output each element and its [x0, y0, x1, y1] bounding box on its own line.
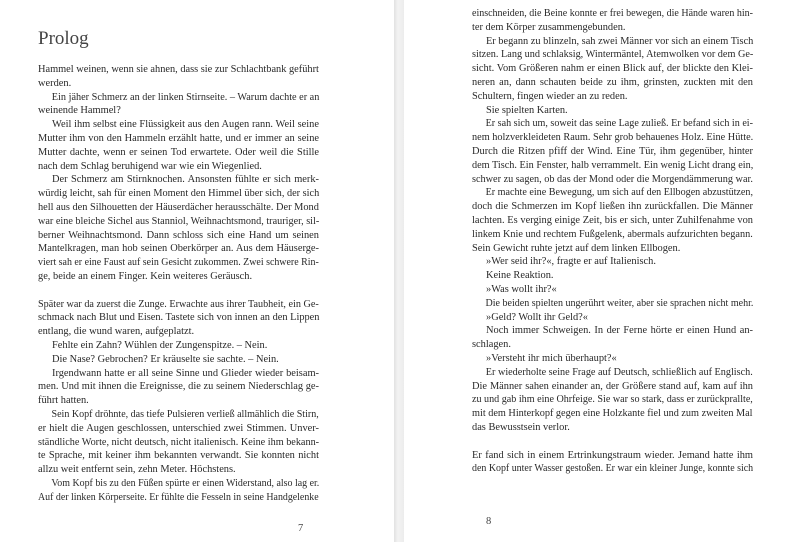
- text-line: werden.: [38, 77, 72, 89]
- blank-line: [38, 284, 319, 298]
- text-line: Irgendwann hatte er all seine Sinne und Glieder wieder beisam-: [52, 367, 319, 379]
- text-line: Weil ihm selbst eine Flüssigkeit aus den Augen rann. Weil seine: [52, 119, 319, 131]
- text-line: ter dem Körper zusammengebunden.: [472, 21, 626, 33]
- text-line: doch die Schmerzen im Kopf ließen ihn zurückfallen. Die Männer: [472, 201, 753, 213]
- right-page-text: [472, 7, 753, 476]
- text-line: »Was wollt ihr?«: [486, 283, 557, 295]
- left-page: [0, 0, 394, 542]
- text-line: Vom Kopf bis zu den Füßen spürte er einen Widerstand, also lag er.: [51, 477, 320, 489]
- text-line: hell aus den Silhouetten der Häuserdächer herausschälte. Der Mond: [38, 201, 319, 213]
- text-line: Mantelkragen, man hob seinen Oberkörper an. Aus dem Häuserge-: [38, 243, 319, 255]
- text-line: sitzen. Lang und schlaksig, Wintermäntel, Atemwolken vor dem Ge-: [472, 49, 754, 61]
- text-line: führt hatten.: [38, 395, 89, 407]
- text-line: Er fand sich in einem Ertrinkungstraum wieder. Jemand hatte ihm: [472, 449, 753, 461]
- book-gutter: [394, 0, 404, 542]
- blank-line: [472, 435, 753, 449]
- text-line: nem holzverkleideten Raum. Sehr grob behauenes Holz. Eine Hütte.: [472, 132, 754, 144]
- page-number: 7: [298, 523, 304, 534]
- text-line: »Wer seid ihr?«, fragte er auf Italienisch.: [486, 256, 656, 268]
- text-line: Mutter ihm von den Hammeln erzählt hatte, und er immer an seine: [38, 132, 319, 144]
- text-line: Keine Reaktion.: [486, 270, 554, 282]
- text-line: war eine bleiche Sichel aus Stanniol, Weihnachtsmond, trauriger, sil-: [38, 215, 320, 227]
- text-line: sicht. Vom Größeren nahm er einen Blick auf, der blickte den Klei-: [472, 63, 753, 75]
- text-line: Die beiden spielten ungerührt weiter, aber sie sprachen nicht mehr.: [485, 297, 754, 309]
- text-line: schwer zu sagen, ob das der Mond oder die Morgendämmerung war.: [472, 173, 753, 185]
- text-line: Schultern, fingen wieder an zu reden.: [472, 90, 628, 102]
- text-line: Durch die Ritzen pfiff der Wind. Eine Tür, ihm gegenüber, hinter: [472, 145, 753, 157]
- text-line: dem Tisch. Ein Fenster, halb verrammelt. Ein wenig Licht drang ein,: [472, 159, 754, 171]
- text-line: zu und gab ihm eine Ohrfeige. Sie war so stark, dass er zurückprallte,: [472, 394, 753, 406]
- text-line: Mutter dachte, wenn er seinen Tod erwartete. Oder weil die Stille: [38, 146, 319, 158]
- text-line: lachten. Es verging einige Zeit, bis er sich, unter Zuhilfenahme von: [472, 214, 753, 226]
- text-line: Ein jäher Schmerz an der linken Stirnseite. – Warum dachte er an: [51, 91, 320, 103]
- right-page: [404, 0, 800, 542]
- text-line: Hammel weinen, wenn sie ahnen, dass sie zur Schlachtbank geführt: [38, 64, 319, 75]
- text-line: schmack nach Blut und Eisen. Tastete sich von innen an den Lippen: [38, 312, 320, 324]
- text-line: würdig leicht, sah für einen Moment den Himmel über sich, der sich: [38, 188, 320, 200]
- text-line: »Geld? Wollt ihr Geld?«: [486, 311, 588, 323]
- text-line: te Sprache, mit keiner ihm bekannten verwandt. Sie konnten nicht: [38, 450, 319, 462]
- text-line: Sein Kopf dröhnte, das tiefe Pulsieren verließ allmählich die Stirn,: [51, 408, 319, 420]
- text-line: neren an, dann schauten beide zu ihm, grinsten, zuckten mit den: [472, 76, 753, 88]
- text-line: Auf der linken Körperseite. Er fühlte die Fesseln in seine Handgelenke: [38, 491, 319, 503]
- text-line: einschneiden, die Beine konnte er frei bewegen, die Hände waren hin-: [472, 8, 753, 19]
- text-line: weinende Hammel?: [38, 105, 121, 117]
- page-number: 8: [486, 516, 492, 527]
- text-line: entlang, die wund waren, aufgeplatzt.: [38, 326, 195, 338]
- text-line: Er wiederholte seine Frage auf Deutsch, schließlich auf Englisch.: [485, 366, 753, 378]
- text-line: viert sah er eine Faust auf sein Gesicht zukommen. Zwei schwere Rin-: [38, 257, 319, 269]
- text-line: Er sah sich um, soweit das seine Lage zuließ. Er befand sich in ei-: [485, 118, 753, 130]
- text-line: »Versteht ihr mich überhaupt?«: [486, 352, 617, 364]
- text-line: das Bewusstsein verlor.: [472, 421, 570, 433]
- text-line: Er begann zu blinzeln, sah zwei Männer vor sich an einem Tisch: [485, 35, 754, 47]
- left-page-text: [38, 63, 319, 505]
- text-line: Fehlte ein Zahn? Wühlen der Zungenspitze. – Nein.: [52, 339, 268, 351]
- text-line: schlagen.: [472, 339, 511, 351]
- text-line: den Kopf unter Wasser gestoßen. Er war ein kleiner Junge, konnte sich: [472, 463, 754, 475]
- text-line: Sie spielten Karten.: [486, 104, 568, 116]
- text-line: er hielt die Augen geschlossen, unterschied zwei Stimmen. Unver-: [38, 422, 319, 434]
- text-line: linkem Knie und rechtem Fußgelenk, abermals aufzurichten begann.: [472, 228, 753, 240]
- text-line: Er machte eine Bewegung, um sich auf den Ellbogen abzustützen,: [485, 187, 753, 199]
- text-line: Später war da zuerst die Zunge. Erwachte aus ihrer Taubheit, ein Ge-: [38, 298, 319, 310]
- text-line: Noch immer Schweigen. In der Ferne hörte er einen Hund an-: [486, 325, 753, 337]
- text-line: Die Männer sahen einander an, der Größere stand auf, kam auf ihn: [472, 380, 753, 392]
- chapter-title: Prolog: [38, 28, 89, 49]
- text-line: berner Weihnachtsmond. Dann schloss sich eine Hand um seinen: [38, 229, 319, 241]
- text-line: Sein Gewicht ruhte jetzt auf dem linken Ellbogen.: [472, 242, 681, 254]
- text-line: nach dem Schlag beruhigend war wie ein Wiegenlied.: [38, 160, 262, 172]
- text-line: allzu weit entfernt sein, zehn Meter. Höchstens.: [38, 464, 236, 476]
- text-line: ge, beide an einem Finger. Kein weiteres Geräusch.: [38, 270, 253, 282]
- text-line: ständliche Worte, nicht deutsch, nicht italienisch. Keine ihm bekann-: [38, 436, 320, 448]
- text-line: Der Schmerz am Stirnknochen. Ansonsten fühlte er sich merk-: [52, 174, 319, 186]
- text-line: Die Nase? Gebrochen? Er kräuselte sie sachte. – Nein.: [52, 353, 279, 365]
- text-line: mit dem Hinterkopf gegen eine Holzkante fiel und zum zweiten Mal: [472, 408, 753, 420]
- text-line: men. Und mit ihnen die Ereignisse, die zu seinem Niederschlag ge-: [38, 381, 319, 393]
